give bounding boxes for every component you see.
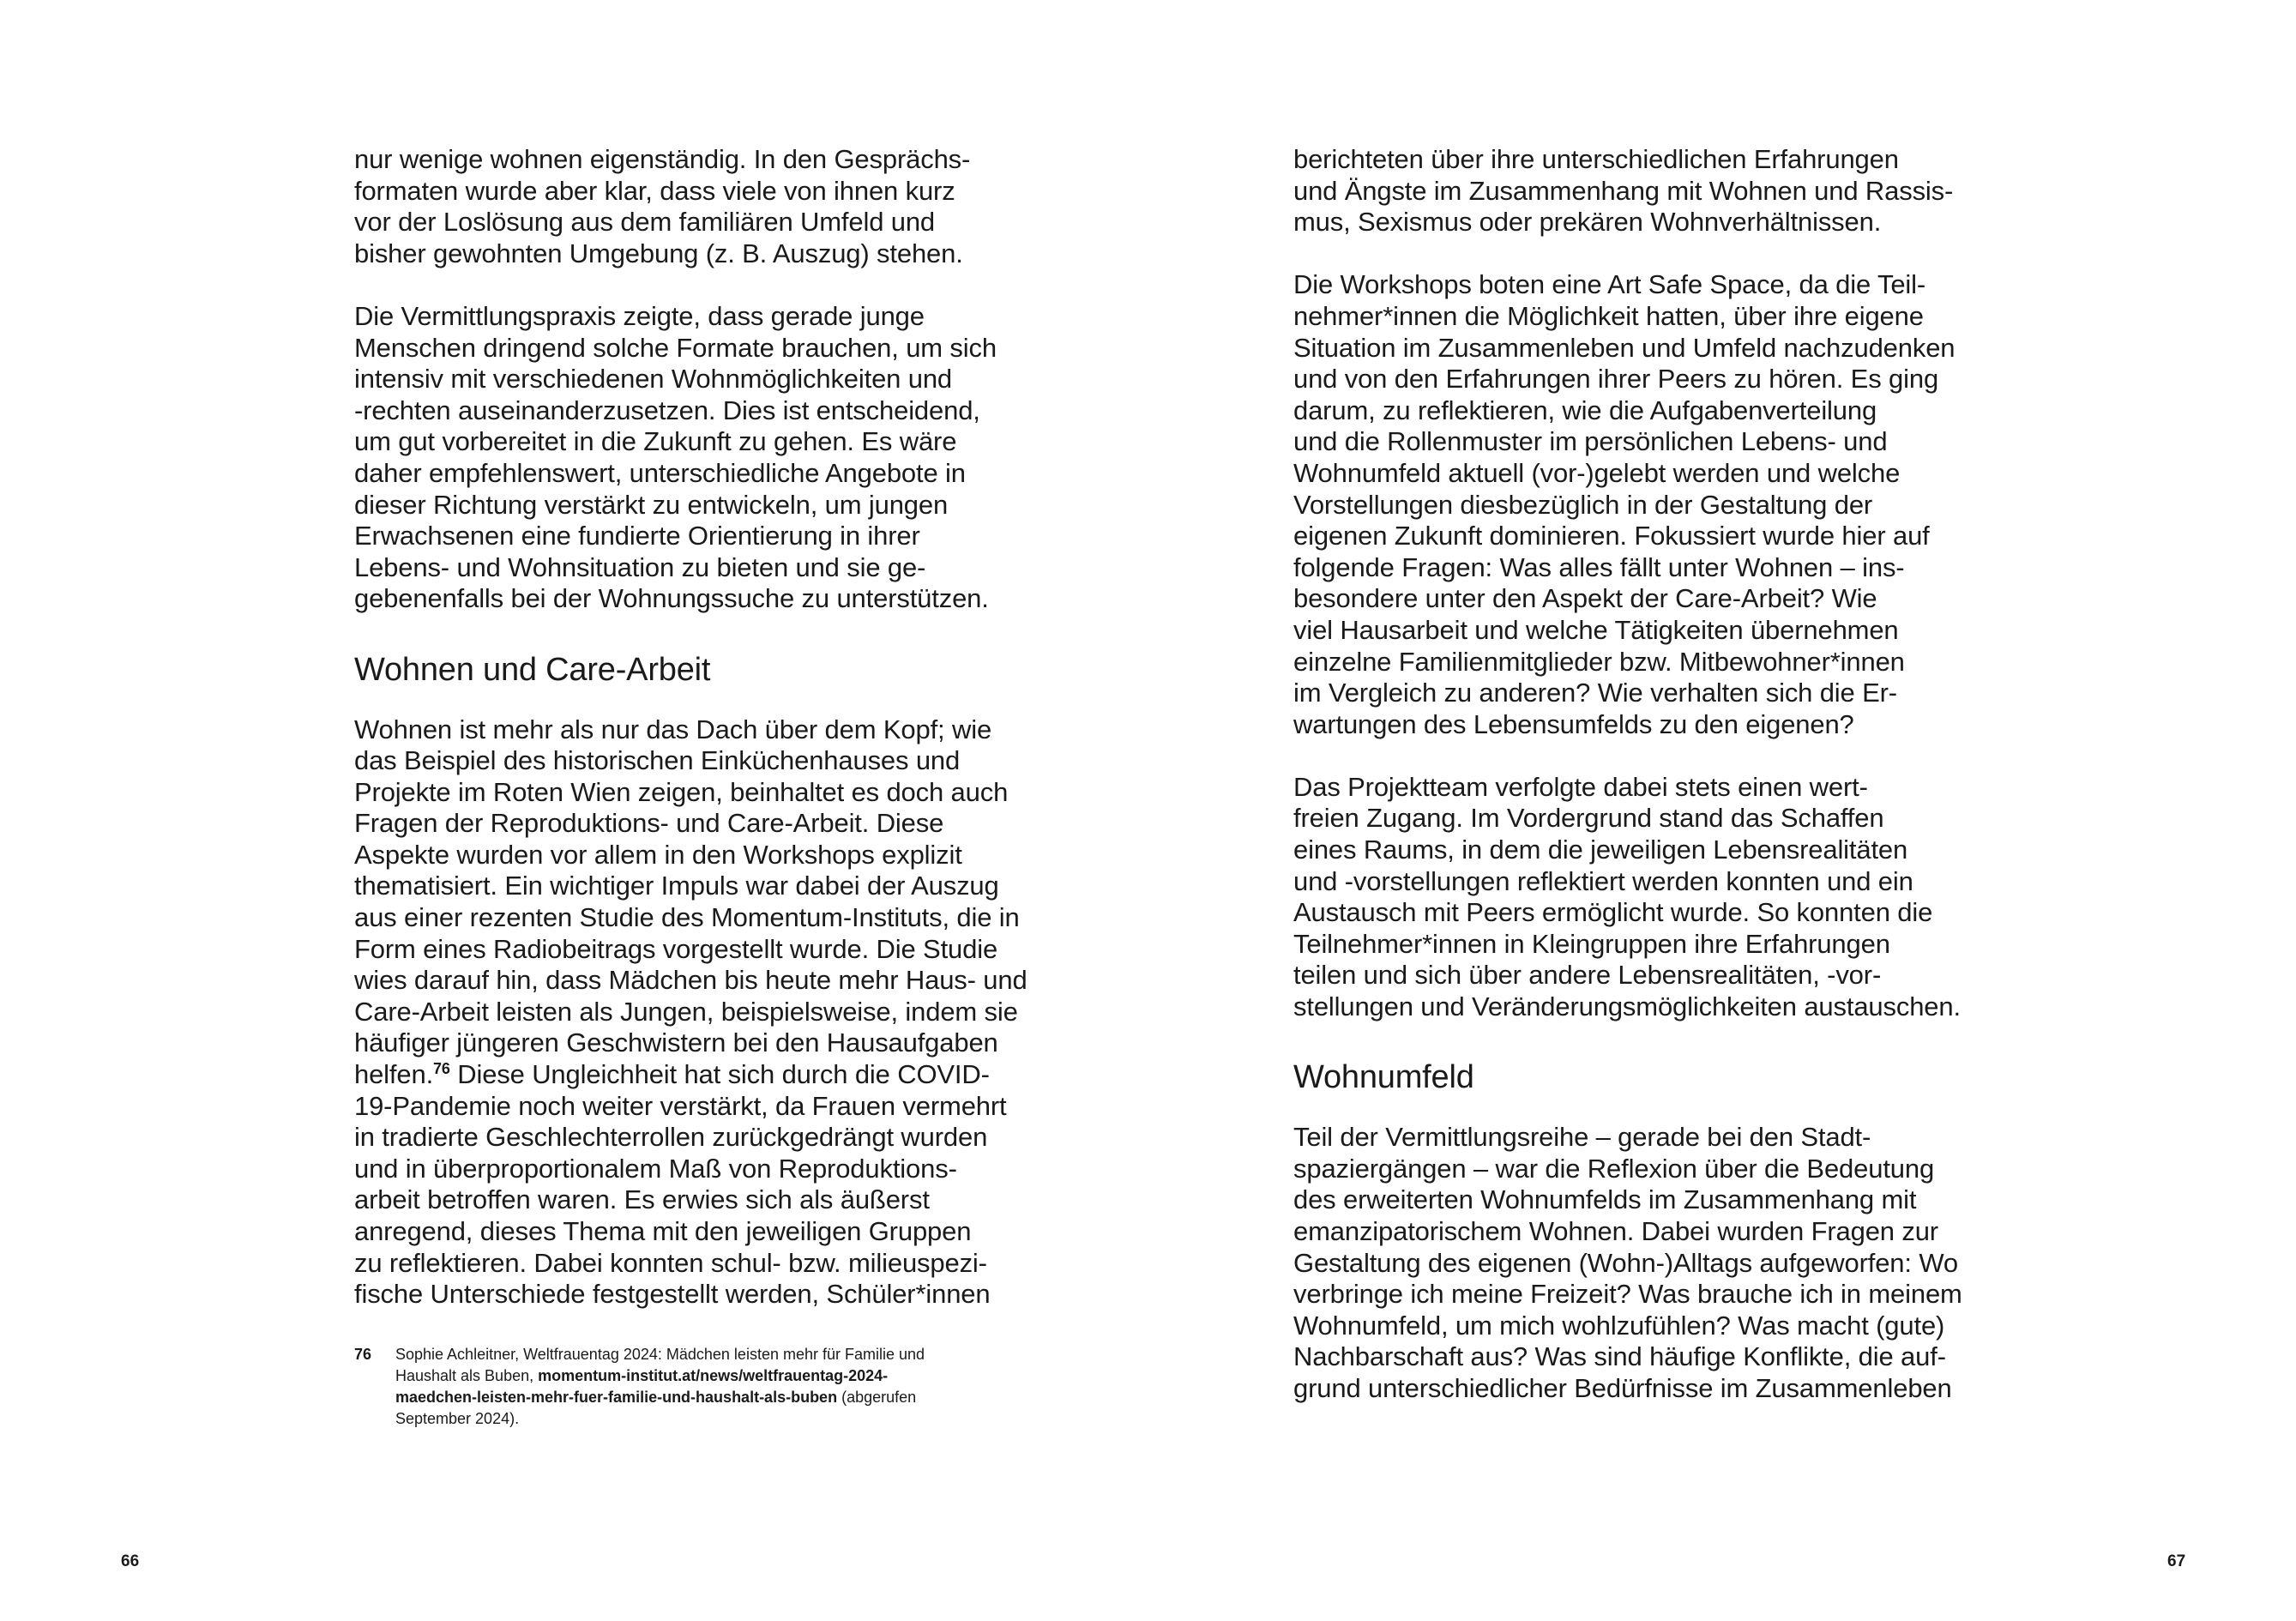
text-line: daher empfehlenswert, unterschiedliche Angebote in bbox=[354, 457, 966, 488]
text-line: vor der Loslösung aus dem familiären Umfeld und bbox=[354, 207, 936, 238]
text-line: Die Workshops boten eine Art Safe Space, da die Teil- bbox=[1293, 269, 1926, 300]
text-line: Teil der Vermittlungsreihe – gerade bei den Stadt- bbox=[1293, 1122, 1871, 1153]
footnote-link[interactable]: maedchen-leisten-mehr-fuer-familie-und-haushalt-als-buben bbox=[395, 1389, 838, 1406]
text-line: intensiv mit verschiedenen Wohnmöglichkeiten und bbox=[354, 364, 953, 395]
text-line: viel Hausarbeit und welche Tätigkeiten übernehmen bbox=[1293, 614, 1899, 645]
text-line: anregend, dieses Thema mit den jeweiligen Gruppen bbox=[354, 1216, 972, 1246]
footnote-line bbox=[395, 1387, 1047, 1408]
footnote-reference[interactable]: 76 bbox=[433, 1060, 450, 1078]
right-page-body bbox=[1293, 144, 1971, 1405]
text-line: darum, zu reflektieren, wie die Aufgabenverteilung bbox=[1293, 395, 1877, 425]
text-line: grund unterschiedlicher Bedürfnisse im Zusammenleben bbox=[1293, 1372, 1952, 1403]
paragraph bbox=[1293, 772, 1971, 1023]
text-line: Nachbarschaft aus? Was sind häufige Konflikte, die auf- bbox=[1293, 1341, 1946, 1372]
text-line: und von den Erfahrungen ihrer Peers zu hören. Es ging bbox=[1293, 364, 1939, 395]
paragraph bbox=[354, 144, 1032, 269]
text-line: und Ängste im Zusammenhang mit Wohnen und Rassis- bbox=[1293, 175, 1954, 206]
section-heading: Wohnumfeld bbox=[1293, 1059, 1474, 1096]
text-line: Wohnen ist mehr als nur das Dach über dem Kopf; wie bbox=[354, 714, 992, 744]
text-line: Form eines Radiobeitrags vorgestellt wurde. Die Studie bbox=[354, 933, 998, 964]
text-line: formaten wurde aber klar, dass viele von ihnen kurz bbox=[354, 175, 955, 206]
text-line: Menschen dringend solche Formate brauchen, um sich bbox=[354, 332, 997, 363]
section-heading: Wohnen und Care-Arbeit bbox=[354, 651, 711, 688]
text-line: spaziergängen – war die Reflexion über die Bedeutung bbox=[1293, 1153, 1935, 1184]
text-line: um gut vorbereitet in die Zukunft zu gehen. Es wäre bbox=[354, 426, 957, 457]
text-fragment: Haushalt als Buben, bbox=[395, 1367, 539, 1384]
paragraph bbox=[1293, 144, 1971, 238]
page-number-right: 67 bbox=[2167, 1552, 2186, 1570]
text-line: im Vergleich zu anderen? Wie verhalten sich die Er- bbox=[1293, 678, 1897, 708]
paragraph bbox=[354, 301, 1032, 615]
text-line: emanzipatorischem Wohnen. Dabei wurden Fragen zur bbox=[1293, 1216, 1938, 1246]
text-fragment: helfen. bbox=[354, 1059, 434, 1090]
text-line: teilen und sich über andere Lebensrealitäten, -vor- bbox=[1293, 960, 1882, 991]
text-line: Austausch mit Peers ermöglicht wurde. So konnten die bbox=[1293, 897, 1933, 928]
text-fragment: (abgerufen bbox=[837, 1389, 917, 1406]
text-line: Aspekte wurden vor allem in den Workshops explizit bbox=[354, 839, 962, 870]
text-line: das Beispiel des historischen Einküchenhauses und bbox=[354, 745, 961, 776]
text-line: nehmer*innen die Möglichkeit hatten, über ihre eigene bbox=[1293, 300, 1924, 331]
text-line: Gestaltung des eigenen (Wohn-)Alltags aufgeworfen: Wo bbox=[1293, 1247, 1958, 1278]
text-line: fische Unterschiede festgestellt werden, Schüler*innen bbox=[354, 1279, 991, 1310]
text-line: besondere unter den Aspekt der Care-Arbeit? Wie bbox=[1293, 583, 1877, 614]
text-line: wartungen des Lebensumfelds zu den eigenen? bbox=[1293, 708, 1854, 739]
text-line bbox=[354, 1059, 1032, 1091]
text-line: des erweiterten Wohnumfelds im Zusammenhang mit bbox=[1293, 1184, 1917, 1215]
text-line: und in überproportionalem Maß von Reproduktions- bbox=[354, 1153, 957, 1184]
text-fragment: Diese Ungleichheit hat sich durch die COVID- bbox=[449, 1059, 990, 1090]
text-line: Die Vermittlungspraxis zeigte, dass gerade junge bbox=[354, 300, 925, 331]
footnote-line: September 2024). bbox=[395, 1410, 520, 1427]
text-line: mus, Sexismus oder prekären Wohnverhältnissen. bbox=[1293, 207, 1882, 238]
text-line: gebenenfalls bei der Wohnungssuche zu unterstützen. bbox=[354, 583, 989, 614]
paragraph bbox=[1293, 269, 1971, 740]
text-line: Projekte im Roten Wien zeigen, beinhaltet es doch auch bbox=[354, 776, 1009, 807]
text-line: Situation im Zusammenleben und Umfeld nachzudenken bbox=[1293, 332, 1956, 363]
text-line: Care-Arbeit leisten als Jungen, beispielsweise, indem sie bbox=[354, 996, 1018, 1027]
text-line: Wohnumfeld, um mich wohlzufühlen? Was macht (gute) bbox=[1293, 1310, 1945, 1341]
text-line: berichteten über ihre unterschiedlichen Erfahrungen bbox=[1293, 144, 1899, 174]
text-line: Das Projektteam verfolgte dabei stets einen wert- bbox=[1293, 771, 1868, 802]
text-line: und die Rollenmuster im persönlichen Lebens- und bbox=[1293, 426, 1888, 457]
text-line: Erwachsenen eine fundierte Orientierung in ihrer bbox=[354, 521, 920, 551]
text-line: aus einer rezenten Studie des Momentum-Instituts, die in bbox=[354, 902, 1020, 933]
text-line: eigenen Zukunft dominieren. Fokussiert wurde hier auf bbox=[1293, 521, 1930, 551]
text-line: stellungen und Veränderungsmöglichkeiten austauschen. bbox=[1293, 991, 1961, 1022]
text-line: bisher gewohnten Umgebung (z. B. Auszug) stehen. bbox=[354, 238, 963, 268]
text-line: wies darauf hin, dass Mädchen bis heute mehr Haus- und bbox=[354, 965, 1027, 996]
paragraph bbox=[354, 714, 1032, 1311]
text-line: Wohnumfeld aktuell (vor-)gelebt werden und welche bbox=[1293, 457, 1901, 488]
text-line: zu reflektieren. Dabei konnten schul- bzw. milieuspezi- bbox=[354, 1247, 987, 1278]
text-line: nur wenige wohnen eigenständig. In den Gesprächs- bbox=[354, 144, 971, 174]
footnote-link[interactable]: momentum-institut.at/news/weltfrauentag-2024- bbox=[538, 1367, 889, 1384]
text-line: thematisiert. Ein wichtiger Impuls war dabei der Auszug bbox=[354, 871, 999, 901]
text-line: Fragen der Reproduktions- und Care-Arbeit. Diese bbox=[354, 808, 944, 839]
text-line: einzelne Familienmitglieder bzw. Mitbewohner*innen bbox=[1293, 646, 1905, 677]
text-line: arbeit betroffen waren. Es erwies sich als äußerst bbox=[354, 1184, 930, 1215]
text-line: freien Zugang. Im Vordergrund stand das Schaffen bbox=[1293, 803, 1884, 834]
text-line: folgende Fragen: Was alles fällt unter Wohnen – ins- bbox=[1293, 551, 1905, 582]
text-line: Teilnehmer*innen in Kleingruppen ihre Erfahrungen bbox=[1293, 928, 1890, 959]
paragraph bbox=[1293, 1122, 1971, 1404]
text-line: in tradierte Geschlechterrollen zurückgedrängt wurden bbox=[354, 1122, 988, 1153]
text-line: häufiger jüngeren Geschwistern bei den Hausaufgaben bbox=[354, 1027, 998, 1058]
text-line: verbringe ich meine Freizeit? Was brauche ich in meinem bbox=[1293, 1279, 1962, 1310]
text-line: dieser Richtung verstärkt zu entwickeln, um jungen bbox=[354, 489, 949, 520]
footnote-text bbox=[395, 1344, 1047, 1430]
footnote-line: Sophie Achleitner, Weltfrauentag 2024: Mädchen leisten mehr für Familie und bbox=[395, 1346, 925, 1363]
footnote-line bbox=[395, 1365, 1047, 1387]
text-line: 19-Pandemie noch weiter verstärkt, da Frauen vermehrt bbox=[354, 1090, 1007, 1121]
left-page-body bbox=[354, 144, 1032, 1311]
text-line: eines Raums, in dem die jeweiligen Lebensrealitäten bbox=[1293, 835, 1908, 865]
text-line: Lebens- und Wohnsituation zu bieten und sie ge- bbox=[354, 551, 926, 582]
text-line: Vorstellungen diesbezüglich in der Gestaltung der bbox=[1293, 489, 1873, 520]
text-line: und -vorstellungen reflektiert werden konnten und ein bbox=[1293, 865, 1913, 896]
page-number-left: 66 bbox=[121, 1552, 140, 1570]
text-line: -rechten auseinanderzusetzen. Dies ist entscheidend, bbox=[354, 395, 980, 425]
footnote-number: 76 bbox=[354, 1346, 372, 1363]
